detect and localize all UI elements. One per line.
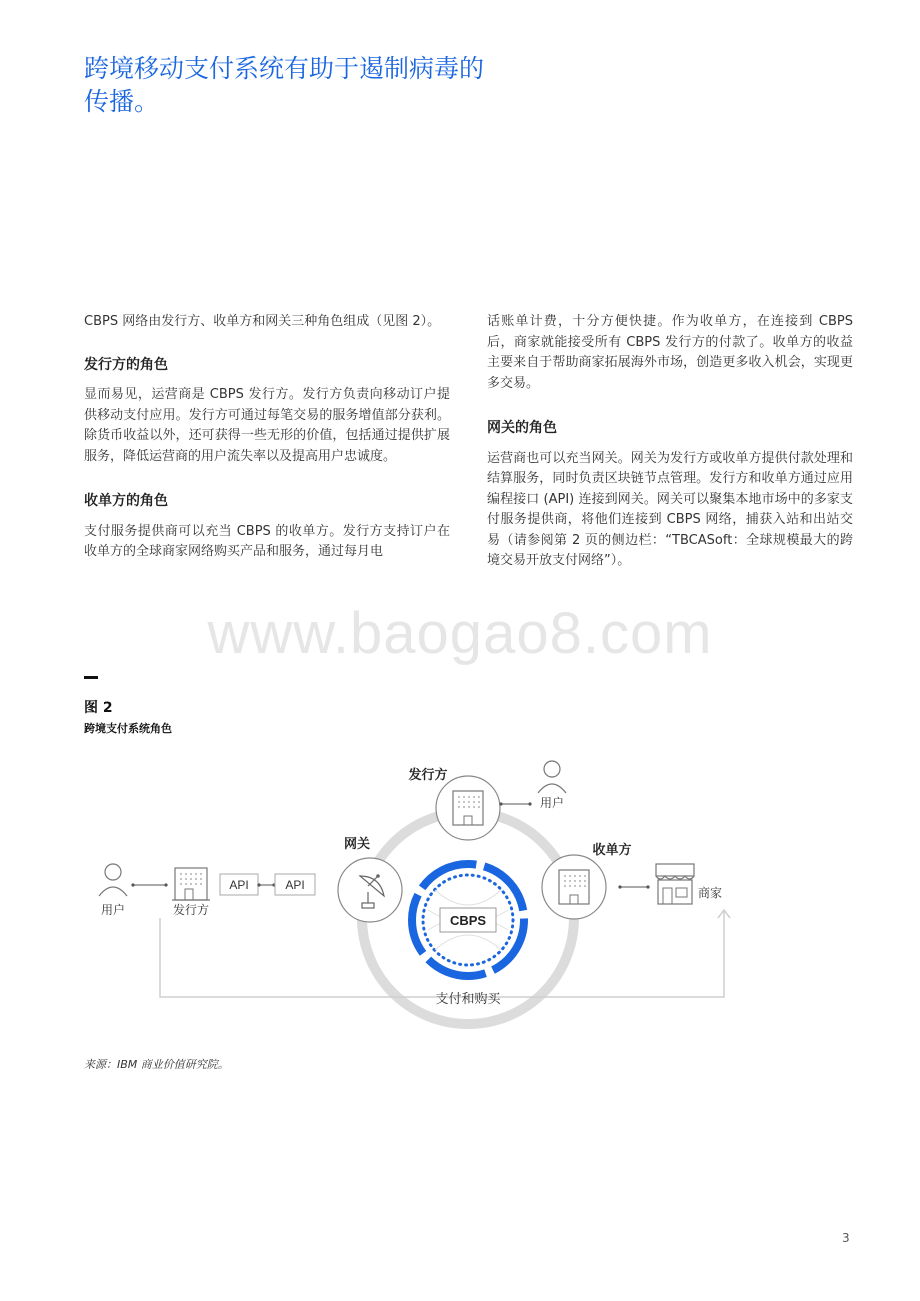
payment-label: 支付和购买 bbox=[435, 992, 501, 1007]
acquirer-paragraph: 支付服务提供商可以充当 CBPS 的收单方。发行方支持订户在收单方的全球商家网络购买产品和服务，通过每月电 bbox=[84, 523, 450, 559]
merchant-label: 商家 bbox=[698, 886, 723, 900]
user-left-icon bbox=[99, 864, 127, 896]
issuer-left-building-icon bbox=[172, 868, 210, 900]
intro-paragraph: CBPS 网络由发行方、收单方和网关三种角色组成（见图 2）。 bbox=[84, 314, 441, 329]
issuer-top-label: 发行方 bbox=[408, 768, 448, 783]
store-icon bbox=[656, 864, 694, 904]
page-number: 3 bbox=[842, 1231, 850, 1245]
issuer-heading: 发行方的角色 bbox=[84, 356, 168, 373]
issuer-paragraph: 显而易见，运营商是 CBPS 发行方。发行方负责向移动订户提供移动支付应用。发行方可通过每笔交易的服务增值部分获利。除货币收益以外，还可获得一些无形的价值，包括通过提供扩展服务，降低运营商的用户流失率以及提高用户忠诚度。 bbox=[84, 387, 450, 464]
acquirer-paragraph-cont: 话账单计费，十分方便快捷。作为收单方，在连接到 CBPS 后，商家就能接受所有 CBPS 发行方的付款了。收单方的收益主要来自于帮助商家拓展海外市场，创造更多收入机会，实现更多交易。 bbox=[487, 314, 853, 391]
right-column bbox=[487, 312, 853, 572]
issuer-left-label: 发行方 bbox=[172, 903, 210, 917]
source-note: 来源：IBM 商业价值研究院。 bbox=[84, 1058, 229, 1071]
acquirer-node bbox=[542, 855, 606, 919]
api-label-1: API bbox=[229, 878, 249, 892]
gateway-node bbox=[338, 858, 402, 922]
acquirer-heading: 收单方的角色 bbox=[84, 493, 168, 509]
user-left-label: 用户 bbox=[100, 903, 126, 917]
figure-number: 图 2 bbox=[84, 700, 113, 716]
user-top-label: 用户 bbox=[539, 796, 565, 810]
page-title: 跨境移动支付系统有助于遏制病毒的传播。 bbox=[84, 54, 485, 116]
gateway-paragraph: 运营商也可以充当网关。网关为发行方或收单方提供付款处理和结算服务，同时负责区块链节点管理。发行方和收单方通过应用编程接口 (API) 连接到网关。网关可以聚集本地市场中的多家支付服务提供商，将他们连接到 CBPS 网络，捕获入站和出站交易（请参阅第 2 页的侧边栏：“TBCASoft：全球规模最大的跨境交易开放支付网络”）。 bbox=[487, 450, 853, 568]
gateway-heading: 网关的角色 bbox=[487, 420, 557, 436]
cbps-label: CBPS bbox=[449, 913, 487, 928]
issuer-top-node bbox=[436, 776, 500, 840]
figure-dash bbox=[84, 676, 98, 679]
figure-caption: 跨境支付系统角色 bbox=[84, 722, 172, 735]
user-top-icon bbox=[538, 761, 566, 793]
roles-diagram bbox=[0, 740, 920, 1040]
gateway-label: 网关 bbox=[343, 837, 371, 852]
api-label-2: API bbox=[285, 878, 305, 892]
acquirer-label: 收单方 bbox=[592, 843, 632, 858]
left-column bbox=[84, 312, 450, 563]
watermark: www.baogao8.com bbox=[207, 601, 713, 666]
cbps-hub bbox=[412, 864, 524, 976]
